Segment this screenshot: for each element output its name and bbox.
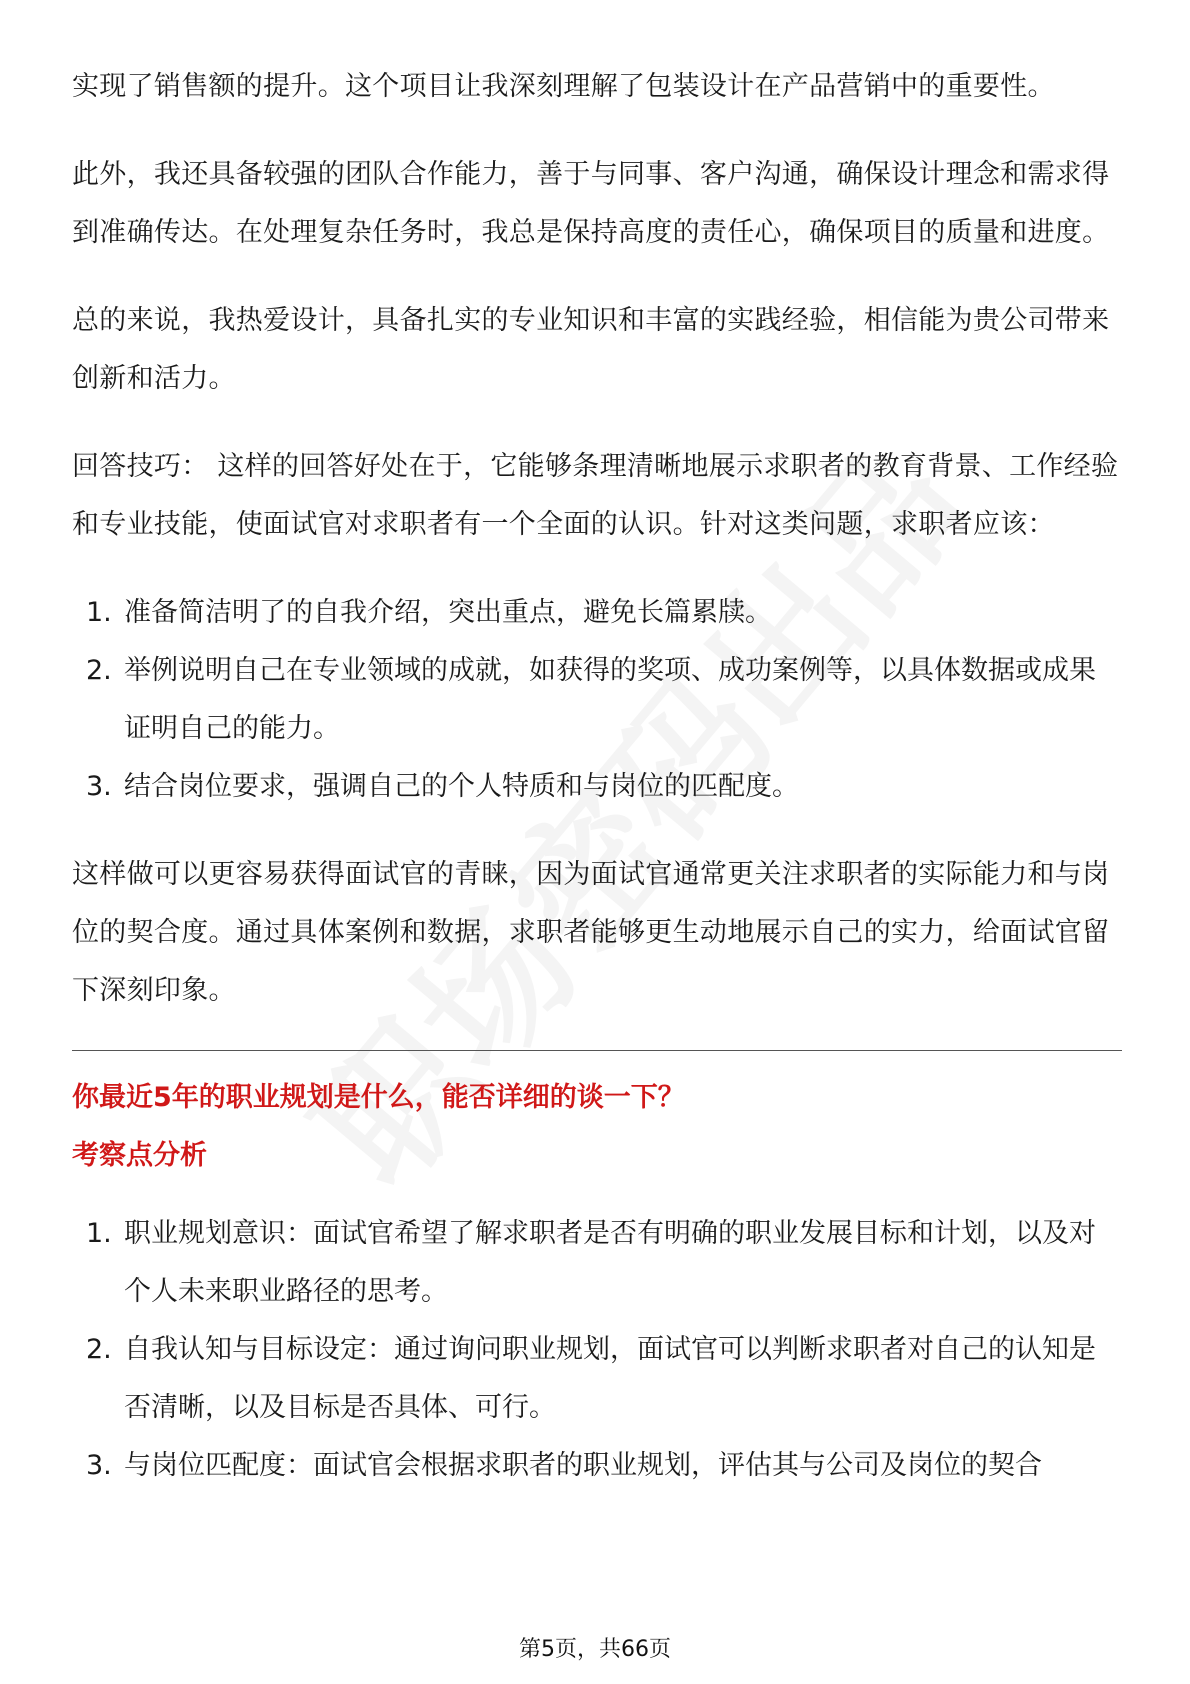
section-divider — [72, 1050, 1122, 1051]
list-number: 3. — [86, 1450, 112, 1481]
list-item-text: 准备简洁明了的自我介绍，突出重点，避免长篇累牍。 — [124, 597, 772, 628]
list-item — [72, 584, 1122, 642]
list-number: 2. — [86, 1334, 112, 1365]
list-item — [72, 758, 1122, 816]
list-item-text: 结合岗位要求，强调自己的个人特质和与岗位的匹配度。 — [124, 771, 799, 802]
page-footer: 第5页，共66页 — [519, 1637, 671, 1662]
list-item-text: 职业规划意识：面试官希望了解求职者是否有明确的职业发展目标和计划，以及对个人未来职业路径的思考。 — [124, 1218, 1096, 1307]
analysis-list — [72, 1205, 1122, 1495]
document-body — [72, 58, 1122, 1525]
list-number: 3. — [86, 771, 112, 802]
tips-list — [72, 584, 1122, 816]
answer-tips-paragraph: 回答技巧： 这样的回答好处在于，它能够条理清晰地展示求职者的教育背景、工作经验和专业技能，使面试官对求职者有一个全面的认识。针对这类问题，求职者应该： — [72, 451, 1119, 540]
list-item — [72, 1321, 1122, 1437]
paragraph: 总的来说，我热爱设计，具备扎实的专业知识和丰富的实践经验，相信能为贵公司带来创新和活力。 — [72, 305, 1110, 394]
list-number: 1. — [86, 597, 112, 628]
list-item-text: 自我认知与目标设定：通过询问职业规划，面试官可以判断求职者对自己的认知是否清晰，以及目标是否具体、可行。 — [124, 1334, 1096, 1423]
closing-paragraph: 这样做可以更容易获得面试官的青睐，因为面试官通常更关注求职者的实际能力和与岗位的契合度。通过具体案例和数据，求职者能够更生动地展示自己的实力，给面试官留下深刻印象。 — [72, 859, 1110, 1006]
list-item — [72, 1205, 1122, 1321]
list-item-text: 举例说明自己在专业领域的成就，如获得的奖项、成功案例等，以具体数据或成果证明自己的能力。 — [124, 655, 1096, 744]
paragraph: 此外，我还具备较强的团队合作能力，善于与同事、客户沟通，确保设计理念和需求得到准确传达。在处理复杂任务时，我总是保持高度的责任心，确保项目的质量和进度。 — [72, 159, 1110, 248]
list-item — [72, 1437, 1122, 1495]
question-heading: 你最近5年的职业规划是什么，能否详细的谈一下？ — [72, 1082, 685, 1113]
list-number: 2. — [86, 655, 112, 686]
analysis-heading: 考察点分析 — [72, 1140, 207, 1171]
paragraph: 实现了销售额的提升。这个项目让我深刻理解了包装设计在产品营销中的重要性。 — [72, 71, 1055, 102]
list-item-text: 与岗位匹配度：面试官会根据求职者的职业规划，评估其与公司及岗位的契合 — [124, 1450, 1042, 1481]
list-item — [72, 642, 1122, 758]
list-number: 1. — [86, 1218, 112, 1249]
